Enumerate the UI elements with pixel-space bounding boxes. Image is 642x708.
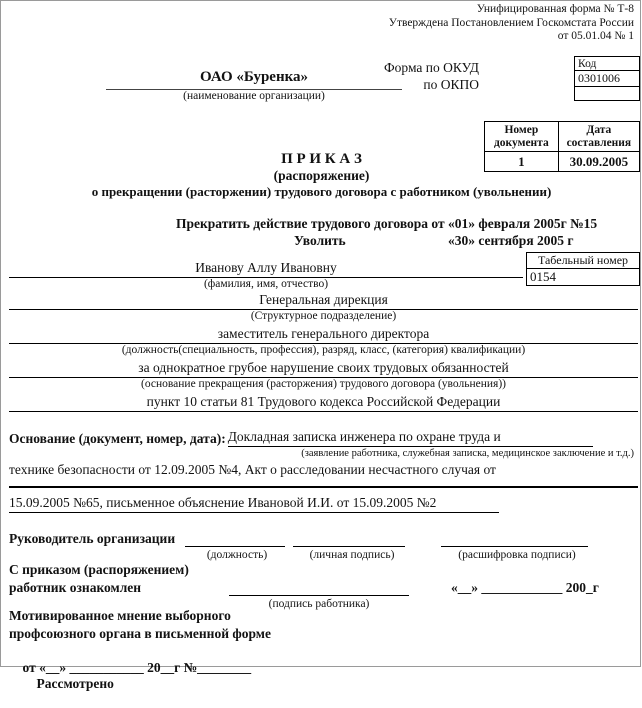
division-field xyxy=(9,290,638,323)
divider-line xyxy=(9,486,638,488)
basis-value-line-3-row xyxy=(9,495,499,513)
worker-signature-blank xyxy=(229,580,409,596)
form-header-line-1: Унифицированная форма № Т-8 xyxy=(476,3,634,15)
form-header-line-2: Утверждена Постановлением Госкомстата России xyxy=(388,16,634,29)
basis-label: Основание (документ, номер, дата): xyxy=(9,431,226,446)
employee-name-field xyxy=(9,258,523,291)
title-block xyxy=(1,151,642,200)
doc-number-value: 1 xyxy=(485,152,559,172)
union-opinion-line-1: Мотивированное мнение выборного xyxy=(9,608,231,623)
union-review-status: Рассмотрено xyxy=(36,676,114,691)
acknowledgement-line-1: С приказом (распоряжением) xyxy=(9,562,189,577)
signature-transcript-blank xyxy=(441,531,588,547)
division-caption: (Структурное подразделение) xyxy=(250,310,397,322)
position-signature-blank xyxy=(185,531,285,547)
doc-date-value: 30.09.2005 xyxy=(558,152,639,172)
order-subject: о прекращении (расторжении) трудового договора с работником (увольнении) xyxy=(91,184,552,199)
okpo-label: по ОКПО xyxy=(423,77,479,92)
order-subtitle: (распоряжение) xyxy=(273,168,370,183)
dismiss-label: Уволить xyxy=(294,233,346,248)
terminate-contract-line: Прекратить действие трудового договора от «01» февраля 2005г №15 xyxy=(176,216,598,231)
head-signature-row xyxy=(9,531,638,547)
organization-caption: (наименование организации) xyxy=(183,90,325,102)
code-table xyxy=(574,56,640,101)
organization-name: ОАО «Буренка» xyxy=(106,66,402,90)
dismissal-reason-value: за однократное грубое нарушение своих трудовых обязанностей xyxy=(9,358,638,378)
acknowledgement-line-2: работник ознакомлен xyxy=(9,580,142,595)
position-field xyxy=(9,324,638,357)
labor-code-article-value: пункт 10 статьи 81 Трудового кодекса Российской Федерации xyxy=(9,392,638,412)
employee-name-value: Иванову Аллу Ивановну xyxy=(9,258,523,278)
personal-signature-blank xyxy=(293,531,405,547)
doc-date-header: Дата составления xyxy=(558,122,639,152)
basis-value-line-1: Докладная записка инженера по охране труда и xyxy=(228,428,593,447)
order-title: П Р И К А З xyxy=(281,151,362,167)
personnel-number-box xyxy=(526,252,640,286)
position-signature-caption: (должность) xyxy=(206,549,268,561)
basis-row xyxy=(9,428,638,447)
worker-signature-caption: (подпись работника) xyxy=(268,598,370,610)
position-value: заместитель генерального директора xyxy=(9,324,638,344)
basis-value-line-3: 15.09.2005 №65, письменное объяснение Ивановой И.И. от 15.09.2005 №2 xyxy=(9,495,499,513)
dismissal-reason-caption: (основание прекращения (расторжения) трудового договора (увольнения)) xyxy=(141,378,506,390)
code-table-header: Код xyxy=(575,57,640,71)
position-caption: (должность(специальность, профессия), разряд, класс, (категория) квалификации) xyxy=(121,344,526,356)
form-header xyxy=(389,3,634,44)
personnel-number-label: Табельный номер xyxy=(527,253,640,269)
okud-label: Форма по ОКУД xyxy=(383,60,479,75)
okud-labels xyxy=(341,59,479,93)
okpo-code-value xyxy=(575,87,640,101)
basis-value-line-2: технике безопасности от 12.09.2005 №4, Акт о расследовании несчастного случая от xyxy=(9,462,496,477)
form-header-line-3: от 05.01.04 № 1 xyxy=(557,30,634,42)
union-opinion-line-3 xyxy=(9,644,251,708)
division-value: Генеральная дирекция xyxy=(9,290,638,310)
okud-code-value: 0301006 xyxy=(575,71,640,87)
union-opinion-line-2: профсоюзного органа в письменной форме xyxy=(9,626,271,641)
head-of-organization-label: Руководитель организации xyxy=(9,531,176,546)
personal-signature-caption: (личная подпись) xyxy=(309,549,395,561)
labor-code-article-field xyxy=(9,392,638,412)
acknowledgement-date-blank: «__» ____________ 200_г xyxy=(451,580,599,595)
dismiss-date: «30» сентября 2005 г xyxy=(448,233,574,248)
basis-caption: (заявление работника, служебная записка, медицинское заключение и т.д.) xyxy=(301,448,634,459)
personnel-number-value: 0154 xyxy=(527,269,640,286)
signature-transcript-caption: (расшифровка подписи) xyxy=(458,549,576,561)
doc-number-header: Номер документа xyxy=(485,122,559,152)
employee-name-caption: (фамилия, имя, отчество) xyxy=(203,278,329,290)
union-date-blank: от «__» ___________ 20__г №________ xyxy=(22,660,252,675)
dismissal-reason-field xyxy=(9,358,638,391)
